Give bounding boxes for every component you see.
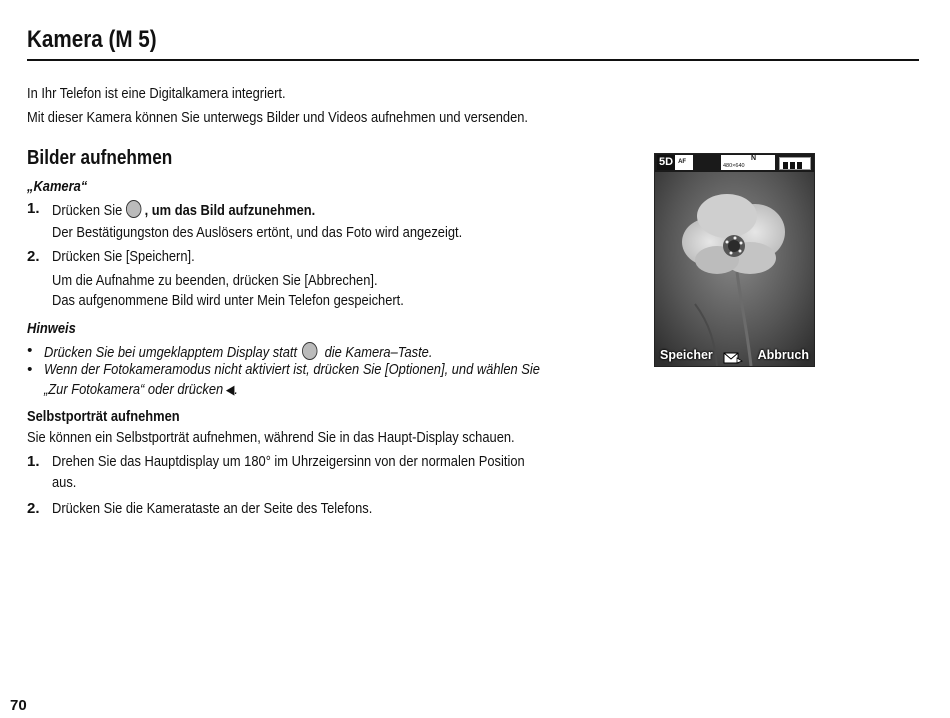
page-number: 70 xyxy=(10,697,27,714)
af-label: AF xyxy=(678,159,687,165)
hinweis-text-end: . xyxy=(234,381,239,398)
step-number: 2. xyxy=(27,248,40,265)
left-softkey[interactable]: Speicher xyxy=(660,348,713,362)
step-text-after: , um das Bild aufzunehmen. xyxy=(144,202,316,219)
menu-label-kamera: „Kamera“ xyxy=(27,178,88,195)
step-text-cont: aus. xyxy=(52,474,77,491)
hinweis-label: Hinweis xyxy=(27,320,76,337)
step-text: Drücken Sie [Speichern]. xyxy=(52,248,195,265)
step-text xyxy=(52,200,315,219)
step-text: Drehen Sie das Hauptdisplay um 180° im Uhrzeigersinn von der normalen Position xyxy=(52,453,525,470)
step-subtext: Das aufgenommene Bild wird unter Mein Telefon gespeichert. xyxy=(52,292,404,309)
title-rule xyxy=(27,59,919,61)
resolution-indicator xyxy=(657,155,693,170)
flower-photo xyxy=(655,154,814,366)
shutter-key-icon xyxy=(126,200,141,218)
step-number: 1. xyxy=(27,200,40,217)
bullet-dot: • xyxy=(27,361,33,378)
intro-line-1: In Ihr Telefon ist eine Digitalkamera integriert. xyxy=(27,85,286,102)
info-top: N xyxy=(751,155,757,162)
step-number: 1. xyxy=(27,453,40,470)
shutter-key-icon xyxy=(302,342,317,360)
right-softkey[interactable]: Abbruch xyxy=(757,348,809,362)
step-subtext: Um die Aufnahme zu beenden, drücken Sie [Abbrechen]. xyxy=(52,272,378,289)
nav-left-icon: ◀ xyxy=(225,382,235,397)
step-text-before: Drücken Sie xyxy=(52,202,123,219)
hinweis-text-before: Drücken Sie bei umgeklapptem Display statt xyxy=(44,344,298,361)
bullet-dot: • xyxy=(27,342,33,359)
camera-info-box xyxy=(721,155,775,170)
step-text: Drücken Sie die Kamerataste an der Seite des Telefons. xyxy=(52,500,373,517)
hinweis-text: „Zur Fotokamera“ oder drücken xyxy=(44,381,224,398)
camera-status-bar xyxy=(655,154,814,172)
softkey-bar xyxy=(655,344,814,366)
section-heading-bilder: Bilder aufnehmen xyxy=(27,147,173,169)
hinweis-text-after: die Kamera–Taste. xyxy=(324,344,433,361)
step-number: 2. xyxy=(27,500,40,517)
step-subtext: Der Bestätigungston des Auslösers ertönt, und das Foto wird angezeigt. xyxy=(52,224,463,241)
envelope-send-icon xyxy=(723,349,743,367)
intro-line-2: Mit dieser Kamera können Sie unterwegs Bilder und Videos aufnehmen und versenden. xyxy=(27,109,529,126)
page-title: Kamera (M 5) xyxy=(27,26,157,53)
phone-camera-screen xyxy=(654,153,815,367)
hinweis-item xyxy=(44,342,432,361)
section-body: Sie können ein Selbstporträt aufnehmen, während Sie in das Haupt-Display schauen. xyxy=(27,429,515,446)
section-heading-selbstportraet: Selbstporträt aufnehmen xyxy=(27,408,180,425)
battery-icon xyxy=(779,157,811,170)
info-bottom: 480×640 xyxy=(723,163,745,169)
hinweis-item-cont xyxy=(44,381,238,398)
resolution-label: 5D xyxy=(659,156,674,169)
hinweis-item: Wenn der Fotokameramodus nicht aktiviert ist, drücken Sie [Optionen], und wählen Sie xyxy=(44,361,540,378)
